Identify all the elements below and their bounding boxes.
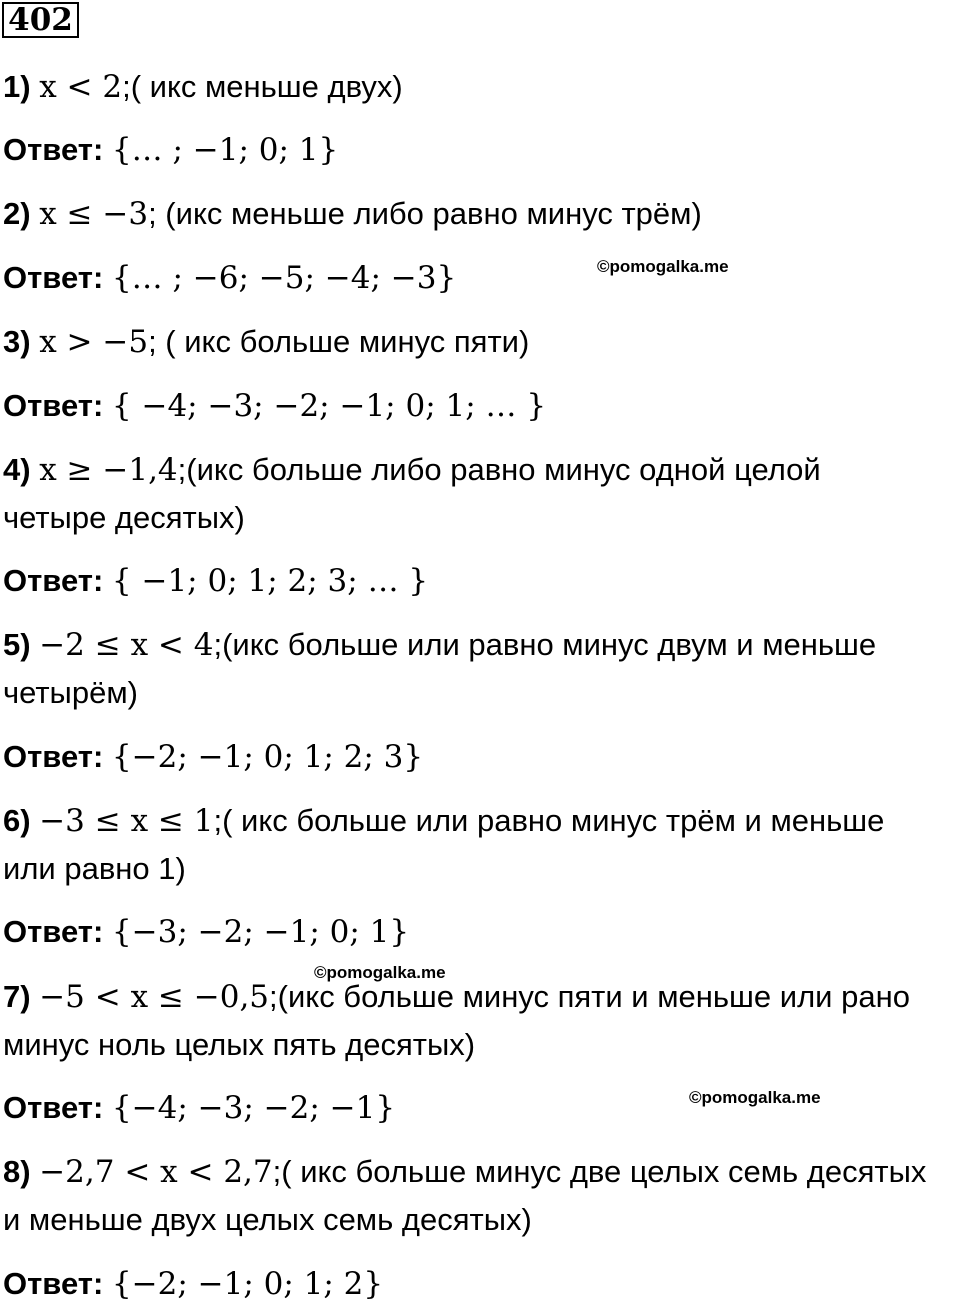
problem-5-inequality: −2 ≤ x < 4 bbox=[39, 627, 214, 663]
answer-4 bbox=[3, 561, 428, 601]
problem-2-inequality: x ≤ −3 bbox=[39, 196, 149, 232]
problem-7-number: 7) bbox=[3, 979, 31, 1014]
problem-1-inequality: x < 2 bbox=[39, 69, 123, 105]
answer-7 bbox=[3, 1088, 395, 1128]
problem-7-description-continued: минус ноль целых пять десятых) bbox=[3, 1027, 476, 1062]
answer-1-label: Ответ: bbox=[3, 132, 104, 167]
problem-7 bbox=[3, 977, 910, 1017]
problem-4-description-continued: четыре десятых) bbox=[3, 500, 245, 535]
problem-5-number: 5) bbox=[3, 627, 31, 662]
answer-8 bbox=[3, 1264, 383, 1304]
answer-1-set: {… ; −1; 0; 1} bbox=[111, 132, 339, 168]
problem-3-number: 3) bbox=[3, 324, 31, 359]
problem-2 bbox=[3, 194, 702, 234]
problem-3-inequality: x > −5 bbox=[39, 324, 149, 360]
problem-6-description-continued: или равно 1) bbox=[3, 851, 186, 886]
watermark: ©pomogalka.me bbox=[314, 963, 446, 982]
problem-2-description: ; (икс меньше либо равно минус трём) bbox=[148, 196, 702, 231]
problem-6-inequality: −3 ≤ x ≤ 1 bbox=[39, 803, 214, 839]
answer-1 bbox=[3, 130, 338, 170]
answer-2-label: Ответ: bbox=[3, 260, 104, 295]
answer-7-label: Ответ: bbox=[3, 1090, 104, 1125]
problem-2-number: 2) bbox=[3, 196, 31, 231]
problem-6-number: 6) bbox=[3, 803, 31, 838]
watermark: ©pomogalka.me bbox=[597, 257, 729, 276]
problem-7-inequality: −5 < x ≤ −0,5 bbox=[39, 979, 270, 1015]
problem-1-description: ;( икс меньше двух) bbox=[122, 69, 403, 104]
problem-8 bbox=[3, 1152, 926, 1192]
problem-number: 402 bbox=[8, 2, 73, 38]
problem-8-description-continued: и меньше двух целых семь десятых) bbox=[3, 1202, 532, 1237]
problem-5 bbox=[3, 625, 876, 665]
answer-6 bbox=[3, 912, 409, 952]
answer-4-label: Ответ: bbox=[3, 563, 104, 598]
problem-8-number: 8) bbox=[3, 1154, 31, 1189]
answer-3 bbox=[3, 386, 546, 426]
answer-8-set: {−2; −1; 0; 1; 2} bbox=[111, 1266, 384, 1302]
problem-4 bbox=[3, 450, 821, 490]
answer-4-set: { −1; 0; 1; 2; 3; … } bbox=[111, 563, 429, 599]
watermark: ©pomogalka.me bbox=[689, 1088, 821, 1107]
problem-6-continued bbox=[3, 849, 186, 889]
problem-number-box bbox=[2, 2, 79, 38]
answer-5-set: {−2; −1; 0; 1; 2; 3} bbox=[111, 739, 424, 775]
answer-2 bbox=[3, 258, 456, 298]
answer-7-set: {−4; −3; −2; −1} bbox=[111, 1090, 396, 1126]
problem-1-number: 1) bbox=[3, 69, 31, 104]
problem-5-continued bbox=[3, 673, 138, 713]
problem-4-description: ;(икс больше либо равно минус одной целой bbox=[177, 452, 821, 487]
problem-6 bbox=[3, 801, 884, 841]
answer-5 bbox=[3, 737, 423, 777]
answer-5-label: Ответ: bbox=[3, 739, 104, 774]
problem-3-description: ; ( икс больше минус пяти) bbox=[148, 324, 530, 359]
problem-3 bbox=[3, 322, 529, 362]
answer-3-set: { −4; −3; −2; −1; 0; 1; … } bbox=[111, 388, 547, 424]
problem-5-description-continued: четырём) bbox=[3, 675, 138, 710]
problem-7-continued bbox=[3, 1025, 475, 1065]
problem-4-inequality: x ≥ −1,4 bbox=[39, 452, 178, 488]
answer-2-set: {… ; −6; −5; −4; −3} bbox=[111, 260, 457, 296]
problem-5-description: ;(икс больше или равно минус двум и меньше bbox=[213, 627, 877, 662]
answer-6-label: Ответ: bbox=[3, 914, 104, 949]
problem-1 bbox=[3, 67, 403, 107]
problem-8-continued bbox=[3, 1200, 532, 1240]
problem-8-inequality: −2,7 < x < 2,7 bbox=[39, 1154, 273, 1190]
problem-6-description: ;( икс больше или равно минус трём и меньше bbox=[213, 803, 885, 838]
problem-8-description: ;( икс больше минус две целых семь десятых bbox=[272, 1154, 927, 1189]
problem-4-number: 4) bbox=[3, 452, 31, 487]
answer-6-set: {−3; −2; −1; 0; 1} bbox=[111, 914, 410, 950]
answer-8-label: Ответ: bbox=[3, 1266, 104, 1301]
problem-4-continued bbox=[3, 498, 245, 538]
answer-3-label: Ответ: bbox=[3, 388, 104, 423]
problem-7-description: ;(икс больше минус пяти и меньше или рано bbox=[269, 979, 910, 1014]
